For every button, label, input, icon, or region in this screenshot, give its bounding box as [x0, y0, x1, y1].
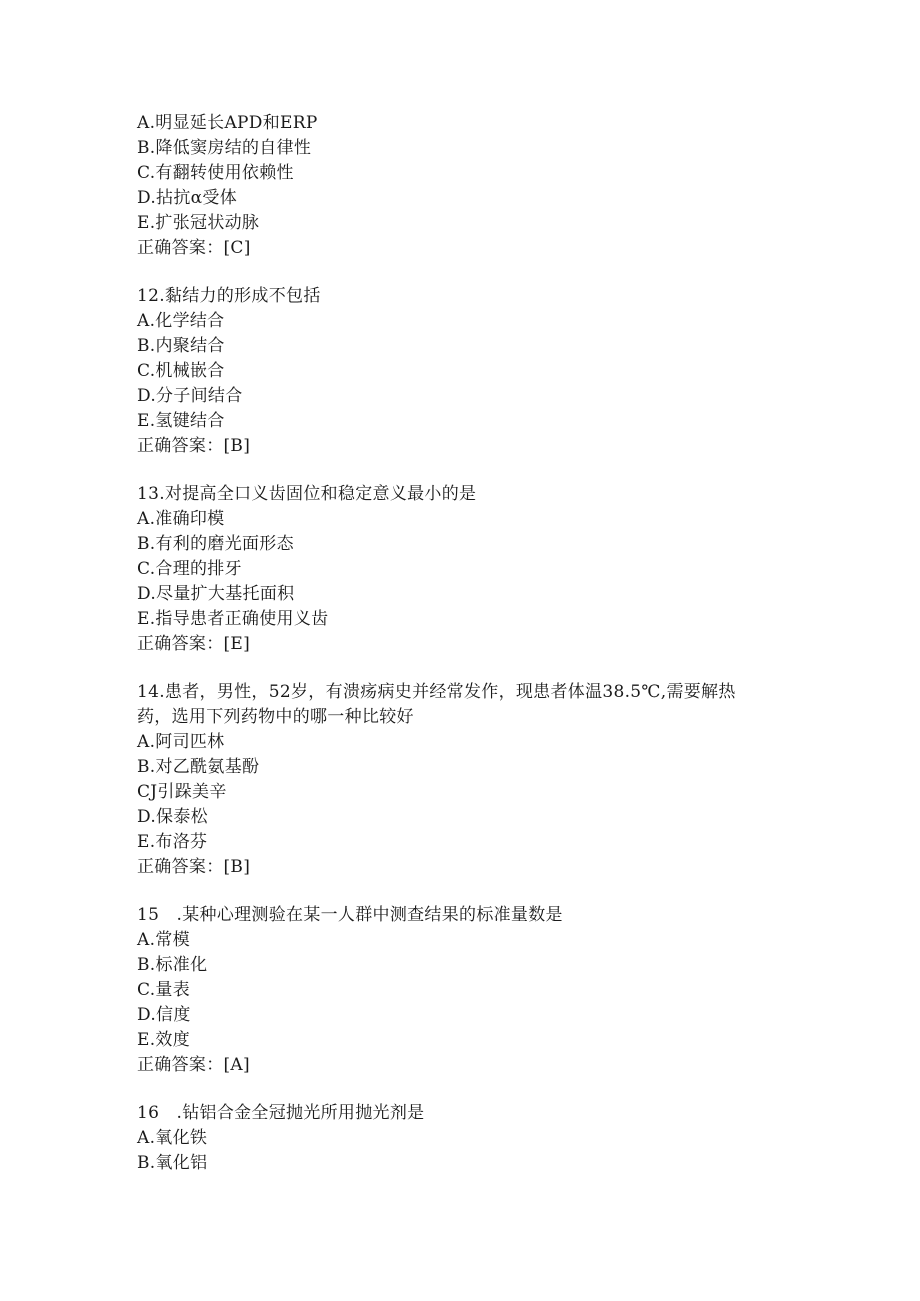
question-stem: 13.对提高全口义齿固位和稳定意义最小的是 [137, 484, 477, 504]
answer-line: 正确答案：[B] [137, 857, 251, 877]
option-e: E.布洛芬 [137, 832, 208, 852]
option-a: A.准确印模 [137, 509, 225, 529]
question-block-14 [137, 680, 797, 880]
option-a: A.阿司匹林 [137, 732, 225, 752]
option-c: CJ引跺美辛 [137, 782, 227, 802]
option-a: A.氧化铁 [137, 1128, 208, 1148]
answer-line: 正确答案：[A] [137, 1055, 250, 1075]
option-c: C.量表 [137, 980, 191, 1000]
option-c: C.机械嵌合 [137, 361, 225, 381]
option-e: E.效度 [137, 1030, 191, 1050]
block-gap [137, 459, 797, 482]
question-block-16 [137, 1101, 797, 1176]
option-e: E.扩张冠状动脉 [137, 213, 260, 233]
option-e: E.氢键结合 [137, 411, 225, 431]
option-a: A.明显延长APD和ERP [137, 113, 318, 133]
option-d: D.拈抗α受体 [137, 188, 238, 208]
option-b: B.内聚结合 [137, 336, 225, 356]
question-stem-continued: 药，选用下列药物中的哪一种比较好 [137, 707, 414, 727]
option-d: D.尽量扩大基托面积 [137, 584, 295, 604]
option-b: B.标准化 [137, 955, 208, 975]
answer-line: 正确答案：[B] [137, 436, 251, 456]
option-b: B.降低窦房结的自律性 [137, 138, 312, 158]
question-block-12 [137, 284, 797, 459]
option-b: B.有利的磨光面形态 [137, 534, 294, 554]
option-d: D.分子间结合 [137, 386, 243, 406]
answer-line: 正确答案：[C] [137, 238, 251, 258]
option-b: B.氧化铝 [137, 1153, 208, 1173]
option-b: B.对乙酰氨基酚 [137, 757, 260, 777]
block-gap [137, 657, 797, 680]
question-stem: 14.患者，男性，52岁，有溃疡病史并经常发作，现患者体温38.5℃,需要解热 [137, 682, 736, 702]
option-e: E.指导患者正确使用义齿 [137, 609, 329, 629]
question-stem: 16 .钻铝合金全冠抛光所用抛光剂是 [137, 1103, 425, 1123]
question-list [137, 111, 797, 1176]
block-gap [137, 261, 797, 284]
option-d: D.保泰松 [137, 807, 208, 827]
option-c: C.有翻转使用依赖性 [137, 163, 294, 183]
block-gap [137, 880, 797, 903]
option-d: D.信度 [137, 1005, 191, 1025]
block-gap [137, 1078, 797, 1101]
question-block-13 [137, 482, 797, 657]
option-a: A.常模 [137, 930, 190, 950]
question-stem: 15 .某种心理测验在某一人群中测查结果的标准量数是 [137, 905, 563, 925]
option-a: A.化学结合 [137, 311, 225, 331]
question-stem: 12.黏结力的形成不包括 [137, 286, 321, 306]
answer-line: 正确答案：[E] [137, 634, 251, 654]
option-c: C.合理的排牙 [137, 559, 242, 579]
question-block-11 [137, 111, 797, 261]
question-block-15 [137, 903, 797, 1078]
